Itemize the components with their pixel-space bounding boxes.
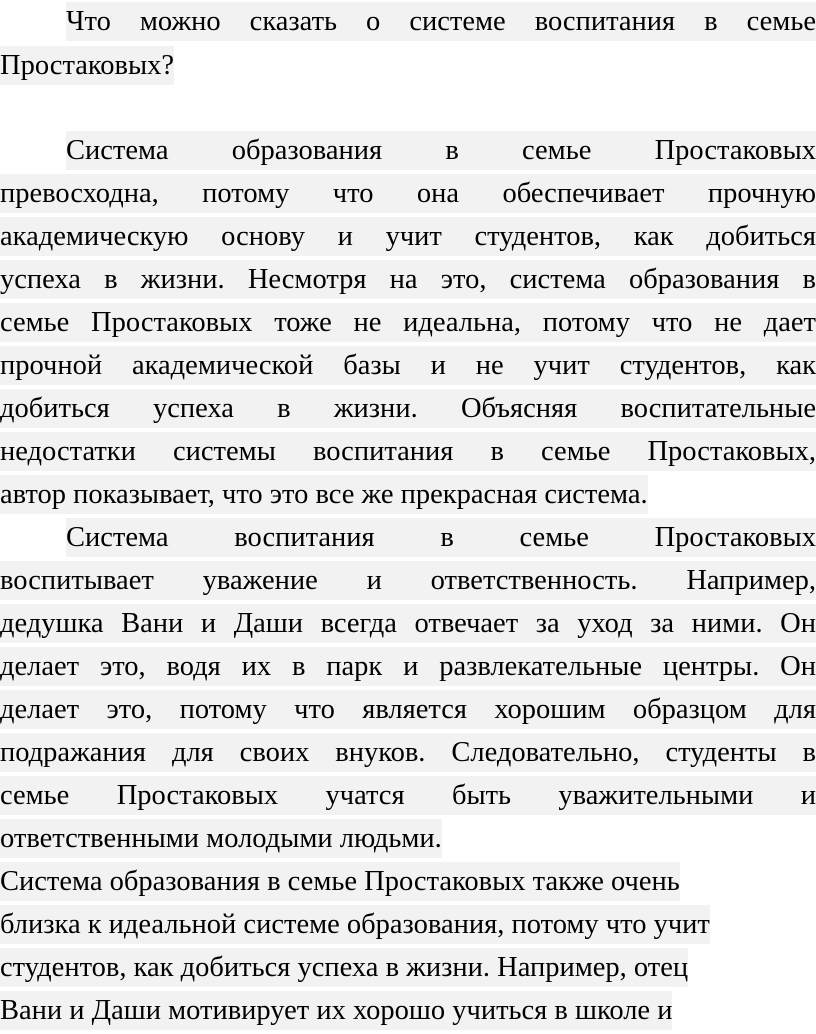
paragraph-3-line-2: близка к идеальной системе образования, потому что учит <box>0 905 710 944</box>
paragraph-1-line-3: академическую основу и учит студентов, как добиться <box>0 217 816 256</box>
paragraph-2-line-2: воспитывает уважение и ответственность. Например, <box>0 561 816 600</box>
paragraph-3-line-4: Вани и Даши мотивирует их хорошо учиться в школе и <box>0 991 672 1030</box>
paragraph-2-line-7: семье Простаковых учатся быть уважительными и <box>0 776 816 815</box>
paragraph-3-line-3: студентов, как добиться успеха в жизни. Например, отец <box>0 948 688 987</box>
paragraph-1-line-5: семье Простаковых тоже не идеальна, потому что не дает <box>0 303 816 342</box>
paragraph-1-line-2: превосходна, потому что она обеспечивает прочную <box>0 174 816 213</box>
paragraph-2-line-5: делает это, потому что является хорошим образцом для <box>0 690 816 729</box>
paragraph-1-line-4: успеха в жизни. Несмотря на это, система образования в <box>0 260 816 299</box>
question-line-2: Простаковых? <box>0 46 174 85</box>
paragraph-2-line-4: делает это, водя их в парк и развлекательные центры. Он <box>0 647 816 686</box>
paragraph-1-line-1: Система образования в семье Простаковых <box>66 131 816 170</box>
paragraph-1-line-7: добиться успеха в жизни. Объясняя воспитательные <box>0 389 816 428</box>
paragraph-2-line-1: Система воспитания в семье Простаковых <box>66 518 816 557</box>
paragraph-1-line-9: автор показывает, что это все же прекрасная система. <box>0 475 648 514</box>
paragraph-1-line-6: прочной академической базы и не учит студентов, как <box>0 346 816 385</box>
paragraph-2-line-8: ответственными молодыми людьми. <box>0 819 442 858</box>
paragraph-2-line-3: дедушка Вани и Даши всегда отвечает за уход за ними. Он <box>0 604 816 643</box>
paragraph-2-line-6: подражания для своих внуков. Следовательно, студенты в <box>0 733 816 772</box>
paragraph-3-line-1: Система образования в семье Простаковых также очень <box>0 862 680 901</box>
paragraph-1-line-8: недостатки системы воспитания в семье Простаковых, <box>0 432 816 471</box>
question-line-1: Что можно сказать о системе воспитания в семье <box>66 2 816 41</box>
